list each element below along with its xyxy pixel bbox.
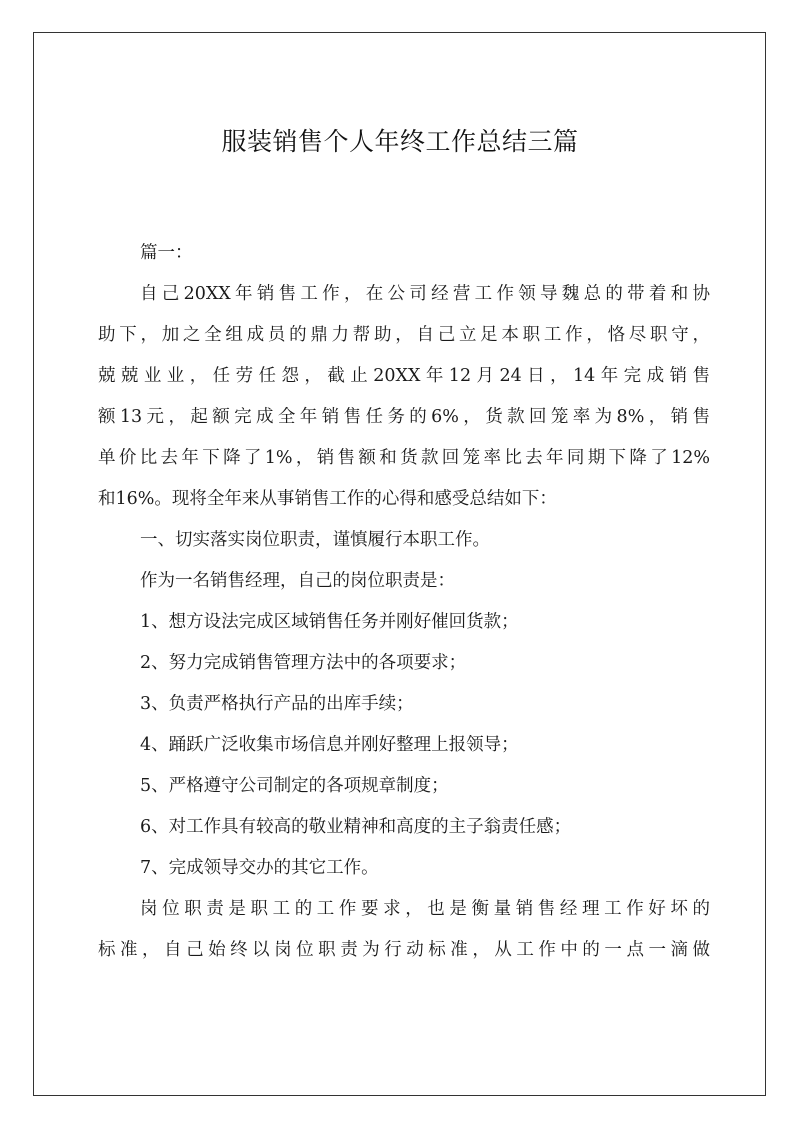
list-item: 4、踊跃广泛收集市场信息并刚好整理上报领导；: [140, 735, 519, 755]
list-item: 3、负责严格执行产品的出库手续；: [140, 694, 414, 714]
list-item: 1、想方设法完成区域销售任务并刚好催回货款；: [140, 612, 519, 632]
paragraph-line: 自己20XX年销售工作，在公司经营工作领导魏总的带着和协: [140, 284, 710, 304]
list-item: 2、努力完成销售管理方法中的各项要求；: [140, 653, 467, 673]
paragraph-line: 单价比去年下降了1%，销售额和货款回笼率比去年同期下降了12%: [98, 448, 710, 468]
paragraph-line: 和16%。现将全年来从事销售工作的心得和感受总结如下：: [98, 489, 557, 509]
subsection-heading: 一、切实落实岗位职责，谨慎履行本职工作。: [140, 530, 490, 550]
paragraph-line: 岗位职责是职工的工作要求，也是衡量销售经理工作好坏的: [140, 899, 710, 919]
document-title: 服装销售个人年终工作总结三篇: [221, 127, 579, 156]
paragraph-line: 标准，自己始终以岗位职责为行动标准，从工作中的一点一滴做: [98, 940, 710, 960]
list-item: 5、严格遵守公司制定的各项规章制度；: [140, 776, 449, 796]
section-heading-part-one: 篇一：: [140, 243, 193, 263]
paragraph-line: 额13元，起额完成全年销售任务的6%，货款回笼率为8%，销售: [98, 407, 710, 427]
list-item: 6、对工作具有较高的敬业精神和高度的主子翁责任感；: [140, 817, 572, 837]
paragraph-line: 作为一名销售经理，自己的岗位职责是：: [140, 571, 455, 591]
paragraph-line: 兢兢业业，任劳任怨，截止20XX年12月24日，14年完成销售: [98, 366, 710, 386]
list-item: 7、完成领导交办的其它工作。: [140, 858, 379, 878]
document-body: [98, 233, 710, 971]
paragraph-line: 助下，加之全组成员的鼎力帮助，自己立足本职工作，恪尽职守，: [98, 325, 710, 345]
